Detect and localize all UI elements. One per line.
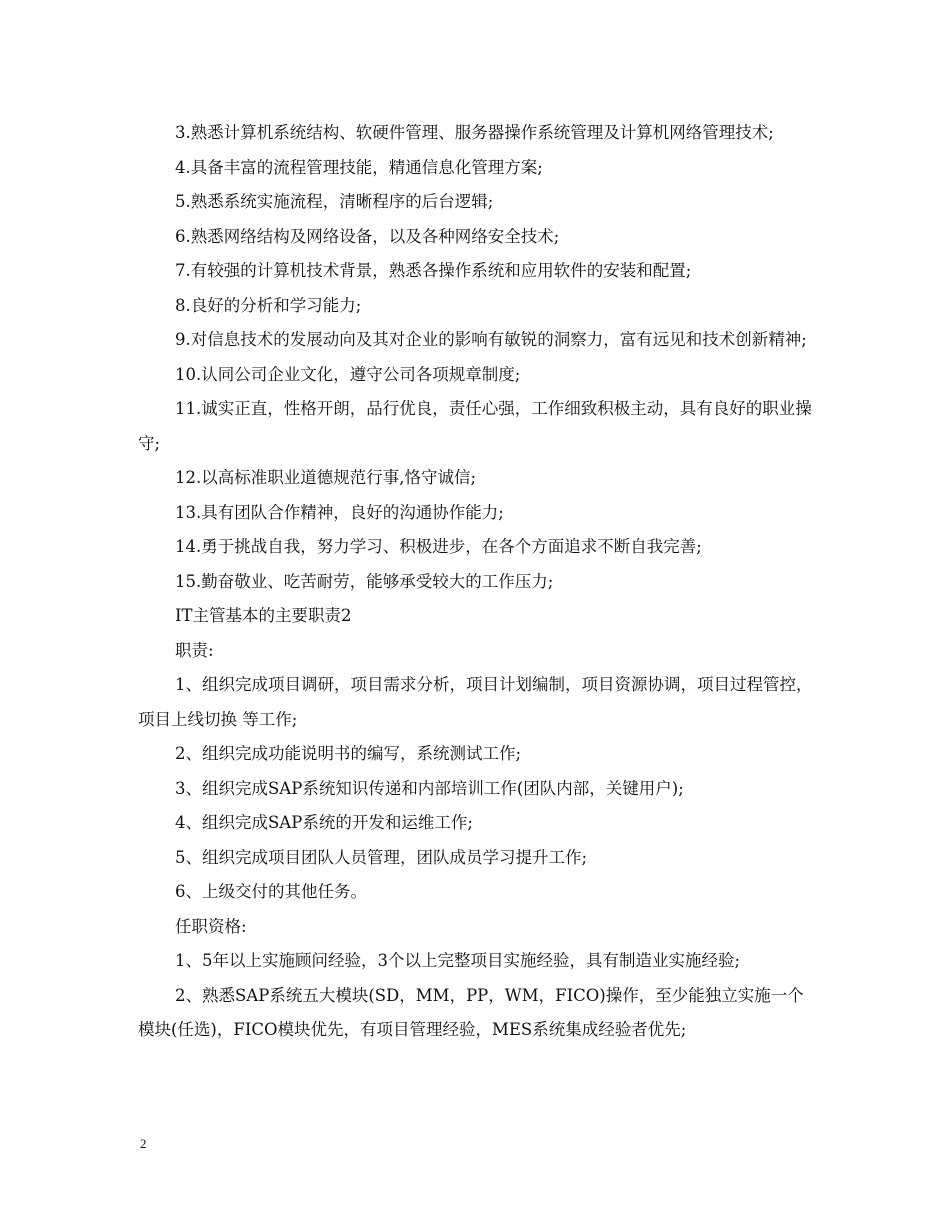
paragraph: 2、熟悉SAP系统五大模块(SD，MM，PP，WM，FICO)操作，至少能独立实施一个模块(任选)，FICO模块优先，有项目管理经验，MES系统集成经验者优先;: [138, 985, 804, 1039]
page-number: 2: [140, 1136, 147, 1151]
paragraph: 13.具有团队合作精神，良好的沟通协作能力;: [175, 502, 504, 522]
paragraph: 1、组织完成项目调研，项目需求分析，项目计划编制，项目资源协调，项目过程管控，项目上线切换 等工作;: [138, 675, 813, 729]
paragraph: 15.勤奋敬业、吃苦耐劳，能够承受较大的工作压力;: [175, 571, 554, 591]
paragraph: 11.诚实正直，性格开朗，品行优良，责任心强，工作细致积极主动，具有良好的职业操守;: [138, 399, 812, 453]
paragraph: 14.勇于挑战自我，努力学习、积极进步，在各个方面追求不断自我完善;: [175, 537, 702, 556]
paragraph: 12.以高标准职业道德规范行事,恪守诚信;: [175, 468, 477, 487]
paragraph: 5.熟悉系统实施流程，清晰程序的后台逻辑;: [175, 192, 494, 211]
paragraph: 3.熟悉计算机系统结构、软硬件管理、服务器操作系统管理及计算机网络管理技术;: [175, 123, 774, 142]
paragraph: 4、组织完成SAP系统的开发和运维工作;: [175, 813, 473, 832]
paragraph: 2、组织完成功能说明书的编写，系统测试工作;: [175, 744, 522, 763]
paragraph: 8.良好的分析和学习能力;: [175, 295, 362, 315]
paragraph: 6.熟悉网络结构及网络设备，以及各种网络安全技术;: [175, 226, 560, 246]
section-heading: IT主管基本的主要职责2: [175, 606, 352, 625]
paragraph: 10.认同公司企业文化，遵守公司各项规章制度;: [175, 364, 521, 384]
subheading-qualifications: 任职资格:: [175, 916, 247, 936]
paragraph: 4.具备丰富的流程管理技能，精通信息化管理方案;: [175, 157, 543, 177]
paragraph: 1、5年以上实施顾问经验，3个以上完整项目实施经验，具有制造业实施经验;: [175, 951, 741, 970]
paragraph: 3、组织完成SAP系统知识传递和内部培训工作(团队内部，关键用户);: [175, 778, 684, 798]
document-body: [138, 116, 818, 1048]
paragraph: 6、上级交付的其他任务。: [175, 882, 367, 901]
paragraph: 9.对信息技术的发展动向及其对企业的影响有敏锐的洞察力，富有远见和技术创新精神;: [175, 330, 807, 349]
paragraph: 5、组织完成项目团队人员管理，团队成员学习提升工作;: [175, 847, 588, 867]
paragraph: 7.有较强的计算机技术背景，熟悉各操作系统和应用软件的安装和配置;: [175, 261, 692, 280]
subheading-duties: 职责:: [175, 640, 214, 660]
